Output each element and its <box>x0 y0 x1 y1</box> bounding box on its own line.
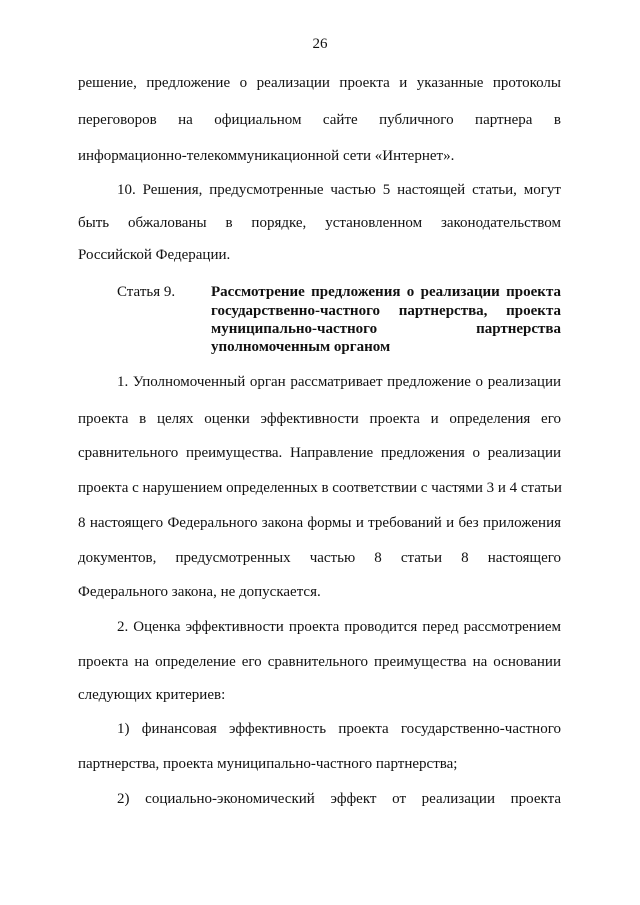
paragraph-line: Федерального закона, не допускается. <box>78 584 321 600</box>
paragraph-line: 8 настоящего Федерального закона формы и требований и без приложения <box>78 515 561 531</box>
paragraph-line: проекта в целях оценки эффективности проекта и определения его <box>78 411 561 427</box>
list-item-line: 1) финансовая эффективность проекта государственно-частного <box>117 721 561 737</box>
paragraph-line: 1. Уполномоченный орган рассматривает предложение о реализации <box>117 374 561 390</box>
list-item-line: 2) социально-экономический эффект от реализации проекта <box>117 791 561 807</box>
paragraph-line: Российской Федерации. <box>78 247 231 263</box>
paragraph-line: проекта на определение его сравнительного преимущества на основании <box>78 654 561 670</box>
article-title-line: государственно-частного партнерства, проекта <box>211 303 561 319</box>
article-title-line: Рассмотрение предложения о реализации проекта <box>211 284 561 300</box>
page-number: 26 <box>312 36 328 52</box>
article-title-line: муниципально-частного партнерства <box>211 321 561 337</box>
paragraph-line: информационно-телекоммуникационной сети «Интернет». <box>78 148 455 164</box>
article-title-line: уполномоченным органом <box>211 339 391 355</box>
paragraph-line: переговоров на официальном сайте публичного партнера в <box>78 112 561 128</box>
paragraph-line: 2. Оценка эффективности проекта проводится перед рассмотрением <box>117 619 561 635</box>
paragraph-line: документов, предусмотренных частью 8 статьи 8 настоящего <box>78 550 561 566</box>
paragraph-line: следующих критериев: <box>78 687 226 703</box>
paragraph-line: решение, предложение о реализации проекта и указанные протоколы <box>78 75 561 91</box>
paragraph-line: быть обжалованы в порядке, установленном законодательством <box>78 215 561 231</box>
article-label: Статья 9. <box>117 284 176 300</box>
paragraph-line: 10. Решения, предусмотренные частью 5 настоящей статьи, могут <box>117 182 561 198</box>
list-item-line: партнерства, проекта муниципально-частного партнерства; <box>78 756 458 772</box>
paragraph-line: сравнительного преимущества. Направление предложения о реализации <box>78 445 561 461</box>
paragraph-line: проекта с нарушением определенных в соответствии с частями 3 и 4 статьи <box>78 480 562 496</box>
